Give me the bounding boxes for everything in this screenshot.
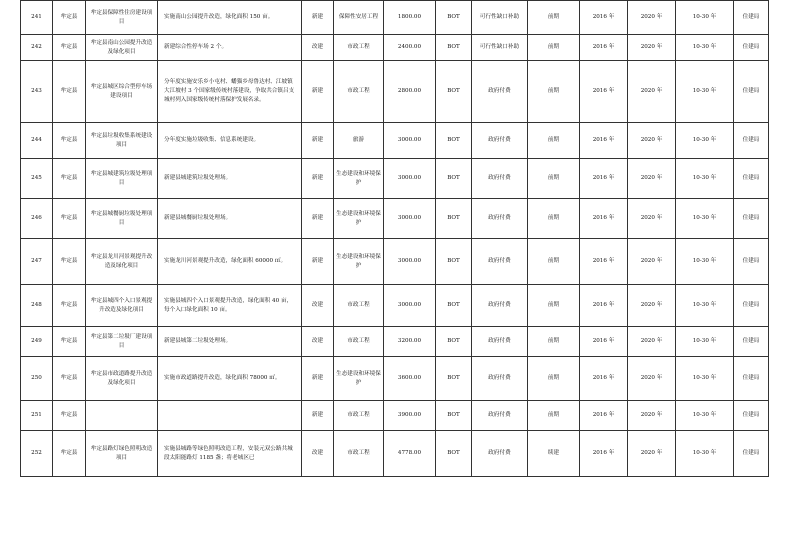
period-cell: 10-30 年 bbox=[676, 1, 734, 35]
payment-mechanism-cell: 可行性缺口补助 bbox=[472, 1, 528, 35]
end-year-cell: 2020 年 bbox=[628, 327, 676, 357]
investment-cell: 3000.00 bbox=[384, 159, 436, 199]
county-cell: 牟定县 bbox=[53, 357, 86, 401]
row-number: 247 bbox=[21, 239, 53, 285]
start-year-cell: 2016 年 bbox=[580, 35, 628, 61]
cooperation-mode-cell: BOT bbox=[436, 327, 472, 357]
cooperation-mode-cell: BOT bbox=[436, 431, 472, 477]
end-year-cell: 2020 年 bbox=[628, 431, 676, 477]
department-cell: 住建局 bbox=[734, 159, 769, 199]
table-row bbox=[21, 159, 769, 199]
construction-type-cell: 新建 bbox=[302, 1, 334, 35]
table-row bbox=[21, 123, 769, 159]
row-number: 249 bbox=[21, 327, 53, 357]
stage-cell: 前期 bbox=[528, 35, 580, 61]
construction-type-cell: 新建 bbox=[302, 159, 334, 199]
category-cell: 保障性安居工程 bbox=[334, 1, 384, 35]
payment-mechanism-cell: 政府付费 bbox=[472, 357, 528, 401]
row-number: 252 bbox=[21, 431, 53, 477]
county-cell: 牟定县 bbox=[53, 285, 86, 327]
end-year-cell: 2020 年 bbox=[628, 61, 676, 123]
start-year-cell: 2016 年 bbox=[580, 431, 628, 477]
description-cell: 实施市政道路提升改造，绿化面积 78000 ㎡。 bbox=[158, 357, 302, 401]
category-cell: 生态建设和环境保护 bbox=[334, 357, 384, 401]
row-number: 248 bbox=[21, 285, 53, 327]
category-cell: 旅游 bbox=[334, 123, 384, 159]
table-row bbox=[21, 35, 769, 61]
county-cell: 牟定县 bbox=[53, 431, 86, 477]
description-cell bbox=[158, 401, 302, 431]
description-cell: 实施县城路等绿色照明改造工程，安装元双公路共城段太阳能路灯 1185 盏；将老城区已 bbox=[158, 431, 302, 477]
cooperation-mode-cell: BOT bbox=[436, 61, 472, 123]
period-cell: 10-30 年 bbox=[676, 431, 734, 477]
start-year-cell: 2016 年 bbox=[580, 239, 628, 285]
project-name-cell: 牟定县垃圾收集系统建设项目 bbox=[86, 123, 158, 159]
stage-cell: 续建 bbox=[528, 431, 580, 477]
investment-cell: 1800.00 bbox=[384, 1, 436, 35]
table-row bbox=[21, 199, 769, 239]
start-year-cell: 2016 年 bbox=[580, 61, 628, 123]
category-cell: 市政工程 bbox=[334, 35, 384, 61]
project-name-cell: 牟定县城餐厨垃圾处理项目 bbox=[86, 199, 158, 239]
end-year-cell: 2020 年 bbox=[628, 401, 676, 431]
project-table bbox=[20, 0, 769, 477]
row-number: 241 bbox=[21, 1, 53, 35]
payment-mechanism-cell: 政府付费 bbox=[472, 401, 528, 431]
stage-cell: 前期 bbox=[528, 199, 580, 239]
county-cell: 牟定县 bbox=[53, 1, 86, 35]
period-cell: 10-30 年 bbox=[676, 199, 734, 239]
county-cell: 牟定县 bbox=[53, 327, 86, 357]
period-cell: 10-30 年 bbox=[676, 35, 734, 61]
stage-cell: 前期 bbox=[528, 1, 580, 35]
category-cell: 市政工程 bbox=[334, 285, 384, 327]
project-name-cell bbox=[86, 401, 158, 431]
row-number: 250 bbox=[21, 357, 53, 401]
cooperation-mode-cell: BOT bbox=[436, 199, 472, 239]
stage-cell: 前期 bbox=[528, 285, 580, 327]
investment-cell: 3600.00 bbox=[384, 357, 436, 401]
cooperation-mode-cell: BOT bbox=[436, 285, 472, 327]
construction-type-cell: 新建 bbox=[302, 61, 334, 123]
row-number: 242 bbox=[21, 35, 53, 61]
investment-cell: 3000.00 bbox=[384, 285, 436, 327]
project-name-cell: 牟定县城建筑垃圾处理项目 bbox=[86, 159, 158, 199]
department-cell: 住建局 bbox=[734, 327, 769, 357]
project-name-cell: 牟定县路灯绿色照明改造项目 bbox=[86, 431, 158, 477]
investment-cell: 2800.00 bbox=[384, 61, 436, 123]
category-cell: 市政工程 bbox=[334, 431, 384, 477]
payment-mechanism-cell: 政府付费 bbox=[472, 327, 528, 357]
county-cell: 牟定县 bbox=[53, 401, 86, 431]
payment-mechanism-cell: 政府付费 bbox=[472, 61, 528, 123]
cooperation-mode-cell: BOT bbox=[436, 1, 472, 35]
stage-cell: 前期 bbox=[528, 159, 580, 199]
table-row bbox=[21, 431, 769, 477]
start-year-cell: 2016 年 bbox=[580, 123, 628, 159]
period-cell: 10-30 年 bbox=[676, 61, 734, 123]
investment-cell: 4778.00 bbox=[384, 431, 436, 477]
project-name-cell: 牟定县南山公园提升改造及绿化项目 bbox=[86, 35, 158, 61]
start-year-cell: 2016 年 bbox=[580, 285, 628, 327]
cooperation-mode-cell: BOT bbox=[436, 123, 472, 159]
stage-cell: 前期 bbox=[528, 327, 580, 357]
category-cell: 生态建设和环境保护 bbox=[334, 199, 384, 239]
table-row bbox=[21, 61, 769, 123]
end-year-cell: 2020 年 bbox=[628, 285, 676, 327]
row-number: 243 bbox=[21, 61, 53, 123]
construction-type-cell: 新建 bbox=[302, 357, 334, 401]
description-cell: 分年度实施安乐乡小屯村、蟠猫乡母鲁达村、江坡镇大江坡村 3 个国家级传统村落建设，争取共合镇吕支城村列入国家级传统村落保护发展名录。 bbox=[158, 61, 302, 123]
table-row bbox=[21, 357, 769, 401]
period-cell: 10-30 年 bbox=[676, 327, 734, 357]
construction-type-cell: 改建 bbox=[302, 35, 334, 61]
period-cell: 10-30 年 bbox=[676, 159, 734, 199]
description-cell: 实施龙川河景观提升改造，绿化面积 60000 ㎡。 bbox=[158, 239, 302, 285]
period-cell: 10-30 年 bbox=[676, 285, 734, 327]
county-cell: 牟定县 bbox=[53, 239, 86, 285]
county-cell: 牟定县 bbox=[53, 61, 86, 123]
start-year-cell: 2016 年 bbox=[580, 159, 628, 199]
cooperation-mode-cell: BOT bbox=[436, 159, 472, 199]
county-cell: 牟定县 bbox=[53, 159, 86, 199]
county-cell: 牟定县 bbox=[53, 123, 86, 159]
cooperation-mode-cell: BOT bbox=[436, 239, 472, 285]
category-cell: 生态建设和环境保护 bbox=[334, 239, 384, 285]
payment-mechanism-cell: 政府付费 bbox=[472, 123, 528, 159]
end-year-cell: 2020 年 bbox=[628, 199, 676, 239]
project-name-cell: 牟定县第二垃圾厂建设项目 bbox=[86, 327, 158, 357]
department-cell: 住建局 bbox=[734, 431, 769, 477]
cooperation-mode-cell: BOT bbox=[436, 401, 472, 431]
cooperation-mode-cell: BOT bbox=[436, 357, 472, 401]
table-row bbox=[21, 1, 769, 35]
description-cell: 分年度实施垃圾收集、信息系统建设。 bbox=[158, 123, 302, 159]
stage-cell: 前期 bbox=[528, 239, 580, 285]
project-name-cell: 牟定县城四个入口景观提升改造及绿化项目 bbox=[86, 285, 158, 327]
investment-cell: 2400.00 bbox=[384, 35, 436, 61]
period-cell: 10-30 年 bbox=[676, 123, 734, 159]
payment-mechanism-cell: 政府付费 bbox=[472, 239, 528, 285]
table-row bbox=[21, 285, 769, 327]
start-year-cell: 2016 年 bbox=[580, 1, 628, 35]
investment-cell: 3000.00 bbox=[384, 239, 436, 285]
description-cell: 实施县城四个入口景观提升改造，绿化面积 40 亩，每个入口绿化面积 10 亩。 bbox=[158, 285, 302, 327]
category-cell: 市政工程 bbox=[334, 61, 384, 123]
stage-cell: 前期 bbox=[528, 401, 580, 431]
start-year-cell: 2016 年 bbox=[580, 401, 628, 431]
end-year-cell: 2020 年 bbox=[628, 239, 676, 285]
cooperation-mode-cell: BOT bbox=[436, 35, 472, 61]
department-cell: 住建局 bbox=[734, 35, 769, 61]
construction-type-cell: 新建 bbox=[302, 199, 334, 239]
payment-mechanism-cell: 可行性缺口补助 bbox=[472, 35, 528, 61]
category-cell: 市政工程 bbox=[334, 327, 384, 357]
end-year-cell: 2020 年 bbox=[628, 35, 676, 61]
construction-type-cell: 新建 bbox=[302, 239, 334, 285]
period-cell: 10-30 年 bbox=[676, 239, 734, 285]
payment-mechanism-cell: 政府付费 bbox=[472, 159, 528, 199]
construction-type-cell: 新建 bbox=[302, 401, 334, 431]
description-cell: 新建县城餐厨垃圾处理场。 bbox=[158, 199, 302, 239]
start-year-cell: 2016 年 bbox=[580, 327, 628, 357]
table-row bbox=[21, 239, 769, 285]
table-row bbox=[21, 327, 769, 357]
start-year-cell: 2016 年 bbox=[580, 199, 628, 239]
row-number: 244 bbox=[21, 123, 53, 159]
stage-cell: 前期 bbox=[528, 61, 580, 123]
county-cell: 牟定县 bbox=[53, 35, 86, 61]
stage-cell: 前期 bbox=[528, 123, 580, 159]
investment-cell: 3200.00 bbox=[384, 327, 436, 357]
row-number: 245 bbox=[21, 159, 53, 199]
period-cell: 10-30 年 bbox=[676, 401, 734, 431]
department-cell: 住建局 bbox=[734, 199, 769, 239]
county-cell: 牟定县 bbox=[53, 199, 86, 239]
description-cell: 新建县城第二垃圾处理场。 bbox=[158, 327, 302, 357]
stage-cell: 前期 bbox=[528, 357, 580, 401]
row-number: 251 bbox=[21, 401, 53, 431]
end-year-cell: 2020 年 bbox=[628, 1, 676, 35]
department-cell: 住建局 bbox=[734, 61, 769, 123]
department-cell: 住建局 bbox=[734, 123, 769, 159]
payment-mechanism-cell: 政府付费 bbox=[472, 431, 528, 477]
construction-type-cell: 改建 bbox=[302, 285, 334, 327]
investment-cell: 3000.00 bbox=[384, 123, 436, 159]
description-cell: 新建综合性停车场 2 个。 bbox=[158, 35, 302, 61]
start-year-cell: 2016 年 bbox=[580, 357, 628, 401]
project-name-cell: 牟定县龙川河景观提升改造及绿化项目 bbox=[86, 239, 158, 285]
department-cell: 住建局 bbox=[734, 239, 769, 285]
end-year-cell: 2020 年 bbox=[628, 123, 676, 159]
department-cell: 住建局 bbox=[734, 401, 769, 431]
construction-type-cell: 改建 bbox=[302, 327, 334, 357]
project-name-cell: 牟定县市政道路提升改造及绿化项目 bbox=[86, 357, 158, 401]
construction-type-cell: 改建 bbox=[302, 431, 334, 477]
end-year-cell: 2020 年 bbox=[628, 159, 676, 199]
payment-mechanism-cell: 政府付费 bbox=[472, 285, 528, 327]
department-cell: 住建局 bbox=[734, 1, 769, 35]
row-number: 246 bbox=[21, 199, 53, 239]
category-cell: 市政工程 bbox=[334, 401, 384, 431]
end-year-cell: 2020 年 bbox=[628, 357, 676, 401]
table-row bbox=[21, 401, 769, 431]
investment-cell: 3000.00 bbox=[384, 199, 436, 239]
investment-cell: 3900.00 bbox=[384, 401, 436, 431]
category-cell: 生态建设和环境保护 bbox=[334, 159, 384, 199]
department-cell: 住建局 bbox=[734, 285, 769, 327]
construction-type-cell: 新建 bbox=[302, 123, 334, 159]
description-cell: 新建县城建筑垃圾处理场。 bbox=[158, 159, 302, 199]
department-cell: 住建局 bbox=[734, 357, 769, 401]
description-cell: 实施南山公园提升改造，绿化面积 150 亩。 bbox=[158, 1, 302, 35]
project-name-cell: 牟定县保障性住房建设项目 bbox=[86, 1, 158, 35]
payment-mechanism-cell: 政府付费 bbox=[472, 199, 528, 239]
period-cell: 10-30 年 bbox=[676, 357, 734, 401]
project-name-cell: 牟定县城区综合型停车场建设项目 bbox=[86, 61, 158, 123]
